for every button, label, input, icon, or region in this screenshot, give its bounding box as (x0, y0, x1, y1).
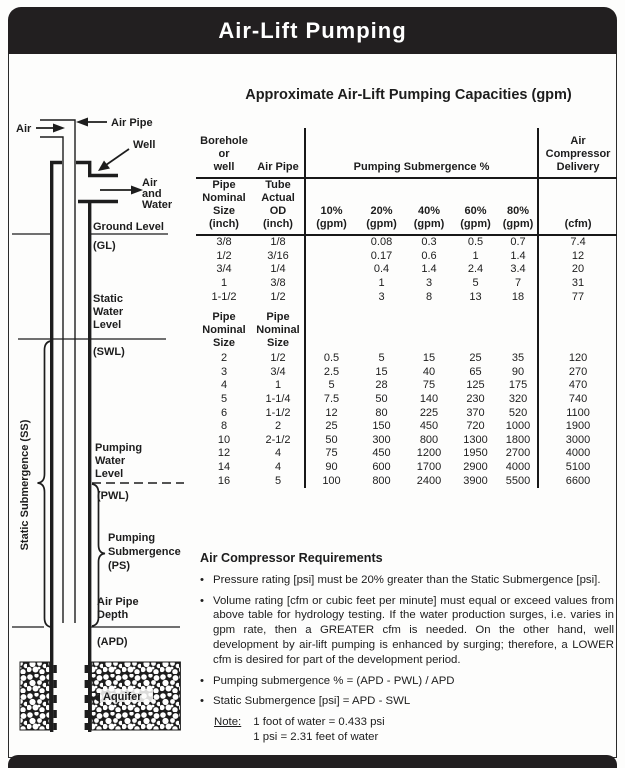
table-cell: 1 (472, 249, 479, 262)
table-row (196, 393, 617, 407)
table-cell: 7.5 (305, 393, 357, 407)
table-cell: 100 (305, 474, 357, 488)
col-10pct-header: 10% (gpm) (305, 178, 357, 235)
table-subheader-row (196, 178, 617, 235)
table-cell: 5500 (505, 474, 531, 487)
col-cfm-header: (cfm) (538, 178, 617, 235)
table-cell: 20 (538, 263, 617, 277)
table-cell: 2900 (463, 461, 488, 474)
pumping-submergence-abbr: (PS) (108, 560, 130, 572)
pumping-water-level-label: Level (95, 468, 124, 480)
table-cell: 50 (375, 393, 388, 406)
table-cell: 65 (469, 365, 482, 378)
mid-header-col1: Pipe Nominal Size (202, 310, 246, 349)
pumping-water-level-label: Pumping (95, 442, 143, 454)
table-cell: 1950 (463, 447, 488, 460)
table-cell: 2400 (416, 474, 442, 487)
table-cell: 1800 (505, 433, 531, 446)
table-cell: 450 (372, 447, 391, 460)
air-pipe-label: Air Pipe (111, 117, 153, 129)
table-cell: 31 (538, 277, 617, 291)
title-bar (8, 7, 617, 54)
table-cell: 8 (425, 290, 433, 303)
table-cell: 0.5 (467, 236, 484, 249)
pumping-submergence-label: Submergence (108, 546, 181, 558)
table-cell: 1000 (505, 420, 531, 433)
table-row (196, 290, 617, 304)
bullet-icon: • (200, 674, 204, 687)
air-and-water-label: and (142, 188, 162, 200)
table-cell: 80 (375, 406, 388, 419)
table-row (196, 447, 617, 461)
table-cell: 1 (274, 379, 282, 392)
table-cell: 1 (378, 277, 385, 290)
table-cell: 25 (305, 420, 357, 434)
note-lines: 1 foot of water = 0.433 psi 1 psi = 2.31 feet of water (253, 716, 385, 743)
table-cell: 270 (538, 366, 617, 380)
table-cell: 4000 (505, 461, 531, 474)
table-cell: 3 (378, 290, 385, 303)
col-airpipe-subheader: Tube Actual OD (inch) (252, 178, 305, 235)
requirement-item: • Volume rating [cfm or cubic feet per minute] must equal or exceed values from above table for hydrology testing. If the water production surges, i.e. varies in gpm rate, then a GREATER cfm is needed. On the other hand, well development by air-lift pumping is enhanced by surging; therefore, a LOWER cfm is desired for part of the development period. (200, 594, 614, 666)
table-cell: 15 (422, 352, 436, 365)
table-cell: 740 (538, 393, 617, 407)
requirements-section (200, 551, 614, 745)
static-water-level-label: Water (93, 306, 124, 318)
table-cell: 370 (466, 406, 485, 419)
table-cell: 0.5 (305, 352, 357, 366)
table-cell: 6 (220, 406, 228, 419)
table-cell: 470 (538, 379, 617, 393)
table-cell: 12 (217, 447, 231, 460)
table-cell: 1200 (416, 447, 442, 460)
table-cell: 2.5 (305, 366, 357, 380)
table-cell: 25 (469, 352, 482, 365)
well-label: Well (133, 139, 156, 151)
col-borehole-header: Borehole or well (196, 128, 252, 178)
table-cell: 12 (538, 250, 617, 264)
col-60pct-header: 60% (gpm) (452, 178, 499, 235)
table-cell: 2700 (505, 447, 531, 460)
table-cell: 450 (419, 420, 439, 433)
pumping-water-level-label: Water (95, 455, 126, 467)
nominal-size-section (196, 352, 617, 488)
table-row (196, 352, 617, 366)
mid-header-row (196, 304, 617, 352)
note-block (214, 715, 614, 745)
table-cell: 5 (274, 474, 282, 487)
table-cell: 5 (378, 352, 385, 365)
submergence-group-header: Pumping Submergence % (305, 128, 538, 178)
capacity-table (196, 128, 617, 488)
note-label: Note: (214, 716, 242, 729)
table-cell: 28 (375, 379, 388, 392)
static-water-level-label: Level (93, 319, 122, 331)
well-arrow (98, 149, 129, 171)
table-cell: 5 (220, 393, 228, 406)
table-cell: 75 (422, 379, 436, 392)
table-cell: 7 (514, 277, 522, 290)
col-airpipe-header: Air Pipe (252, 128, 305, 178)
table-row (196, 474, 617, 488)
table-cell: 3000 (538, 434, 617, 448)
pumping-water-level-abbr: (PWL) (97, 490, 129, 502)
table-cell: 140 (419, 393, 439, 406)
table-row (196, 406, 617, 420)
table-cell: 800 (419, 433, 439, 446)
table-cell: 1100 (538, 406, 617, 420)
table-cell: 3900 (463, 474, 488, 487)
table-header-row (196, 128, 617, 178)
table-cell: 77 (538, 290, 617, 304)
table-cell: 16 (217, 474, 231, 487)
table-row (196, 263, 617, 277)
table-row (196, 420, 617, 434)
table-cell: 4 (220, 379, 228, 392)
pumping-submergence-label: Pumping (108, 532, 156, 544)
col-80pct-header: 80% (gpm) (499, 178, 538, 235)
table-cell: 75 (305, 447, 357, 461)
table-cell: 3/8 (216, 236, 232, 249)
table-cell: 300 (372, 433, 391, 446)
table-cell: 90 (511, 365, 525, 378)
static-water-level-abbr: (SWL) (93, 346, 125, 358)
col-borehole-subheader: Pipe Nominal Size (inch) (196, 178, 252, 235)
ground-level-label: Ground Level (93, 221, 164, 233)
static-submergence-brace (38, 341, 52, 627)
table-cell: 2-1/2 (265, 433, 291, 446)
table-row (196, 379, 617, 393)
table-cell: 15 (375, 365, 388, 378)
table-cell: 1300 (463, 433, 488, 446)
air-in-arrow (36, 124, 65, 133)
table-cell: 1.4 (421, 263, 437, 276)
table-cell: 125 (466, 379, 485, 392)
table-cell: 18 (511, 290, 525, 303)
table-cell: 40 (422, 365, 436, 378)
table-cell: 0.6 (421, 249, 437, 262)
table-cell: 1 (220, 277, 228, 290)
air-pipe-depth-label: Air Pipe (97, 596, 139, 608)
table-cell: 10 (217, 433, 231, 446)
air-and-water-label: Water (142, 199, 173, 211)
table-cell: 6600 (538, 474, 617, 488)
bullet-icon: • (200, 594, 204, 607)
table-cell: 3.4 (510, 263, 526, 276)
table-cell: 800 (372, 474, 391, 487)
table-cell: 320 (508, 393, 528, 406)
table-row (196, 235, 617, 250)
table-row (196, 277, 617, 291)
well-diagram (8, 85, 208, 757)
table-cell: 1-1/2 (265, 406, 291, 419)
static-submergence-label: Static Submergence (SS) (19, 419, 31, 551)
table-cell: 1/8 (270, 236, 286, 249)
table-cell: 150 (372, 420, 391, 433)
table-cell: 3/4 (216, 263, 232, 276)
air-pipe-depth-abbr: (APD) (97, 636, 128, 648)
requirement-item: • Pressure rating [psi] must be 20% greater than the Static Submergence [psi]. (200, 573, 601, 586)
table-cell: 1.4 (510, 249, 526, 262)
table-row (196, 366, 617, 380)
table-cell: 2 (274, 420, 282, 433)
ground-level-abbr: (GL) (93, 240, 116, 252)
air-pipe-depth-label: Depth (97, 609, 129, 621)
table-cell: 1-1/4 (265, 393, 291, 406)
page-title: Air-Lift Pumping (218, 17, 407, 43)
table-cell: 175 (508, 379, 528, 392)
requirements-heading: Air Compressor Requirements (200, 551, 383, 565)
table-cell: 230 (466, 393, 485, 406)
col-compressor-header: Air Compressor Delivery (538, 128, 617, 178)
table-cell: 13 (469, 290, 482, 303)
table-row (196, 461, 617, 475)
table-cell: 4 (274, 447, 282, 460)
table-cell: 3/4 (270, 365, 286, 378)
table-cell: 225 (419, 406, 439, 419)
aquifer-label: Aquifer (103, 691, 142, 703)
table-cell: 14 (217, 461, 231, 474)
air-pipe-arrow (76, 118, 107, 127)
table-cell: 3 (425, 277, 433, 290)
table-cell: 4 (274, 461, 282, 474)
table-cell: 7.4 (538, 235, 617, 250)
table-cell (305, 263, 357, 277)
table-cell: 5 (472, 277, 479, 290)
col-40pct-header: 40% (gpm) (406, 178, 452, 235)
table-cell (305, 235, 357, 250)
table-cell: 3/8 (270, 277, 286, 290)
next-section-bar (8, 755, 617, 768)
table-cell: 50 (305, 434, 357, 448)
table-cell: 5 (305, 379, 357, 393)
air-and-water-arrow (100, 186, 143, 195)
table-cell: 0.3 (421, 236, 437, 249)
table-cell: 2 (220, 352, 228, 365)
table-cell: 120 (538, 352, 617, 366)
table-cell: 0.4 (373, 263, 390, 276)
table-cell: 3 (220, 365, 228, 378)
table-cell: 720 (466, 420, 485, 433)
table-cell: 8 (220, 420, 228, 433)
air-and-water-label: Air (142, 177, 158, 189)
air-label: Air (16, 123, 32, 135)
requirement-item: • Pumping submergence % = (APD - PWL) / APD (200, 674, 455, 687)
table-cell: 0.08 (370, 236, 393, 249)
table-row (196, 250, 617, 264)
table-cell (305, 250, 357, 264)
table-cell: 1700 (416, 461, 442, 474)
bullet-icon: • (200, 573, 204, 586)
table-cell: 90 (305, 461, 357, 475)
table-row (196, 434, 617, 448)
table-cell: 1/4 (270, 263, 286, 276)
table-cell: 5100 (538, 461, 617, 475)
table-cell: 0.17 (370, 249, 393, 262)
fraction-size-section (196, 235, 617, 304)
table-cell: 1/2 (216, 249, 232, 262)
col-20pct-header: 20% (gpm) (357, 178, 406, 235)
mid-header-col2: Pipe Nominal Size (256, 310, 300, 349)
table-cell: 520 (508, 406, 528, 419)
table-cell: 3/16 (267, 249, 289, 262)
table-cell: 12 (305, 406, 357, 420)
static-water-level-label: Static (93, 293, 123, 305)
well-screen-slots (53, 665, 88, 730)
table-cell: 0.7 (510, 236, 526, 249)
table-cell: 35 (511, 352, 525, 365)
table-cell: 4000 (538, 447, 617, 461)
table-cell: 2.4 (467, 263, 484, 276)
table-cell: 1/2 (270, 290, 286, 303)
table-cell (305, 290, 357, 304)
table-cell: 1-1/2 (211, 290, 237, 303)
table-cell (305, 277, 357, 291)
bullet-icon: • (200, 695, 204, 708)
table-cell: 1900 (538, 420, 617, 434)
table-cell: 600 (372, 461, 391, 474)
table-cell: 1/2 (270, 352, 286, 365)
requirement-item: • Static Submergence [psi] = APD - SWL (200, 695, 411, 708)
table-title: Approximate Air-Lift Pumping Capacities (gpm) (245, 87, 572, 103)
